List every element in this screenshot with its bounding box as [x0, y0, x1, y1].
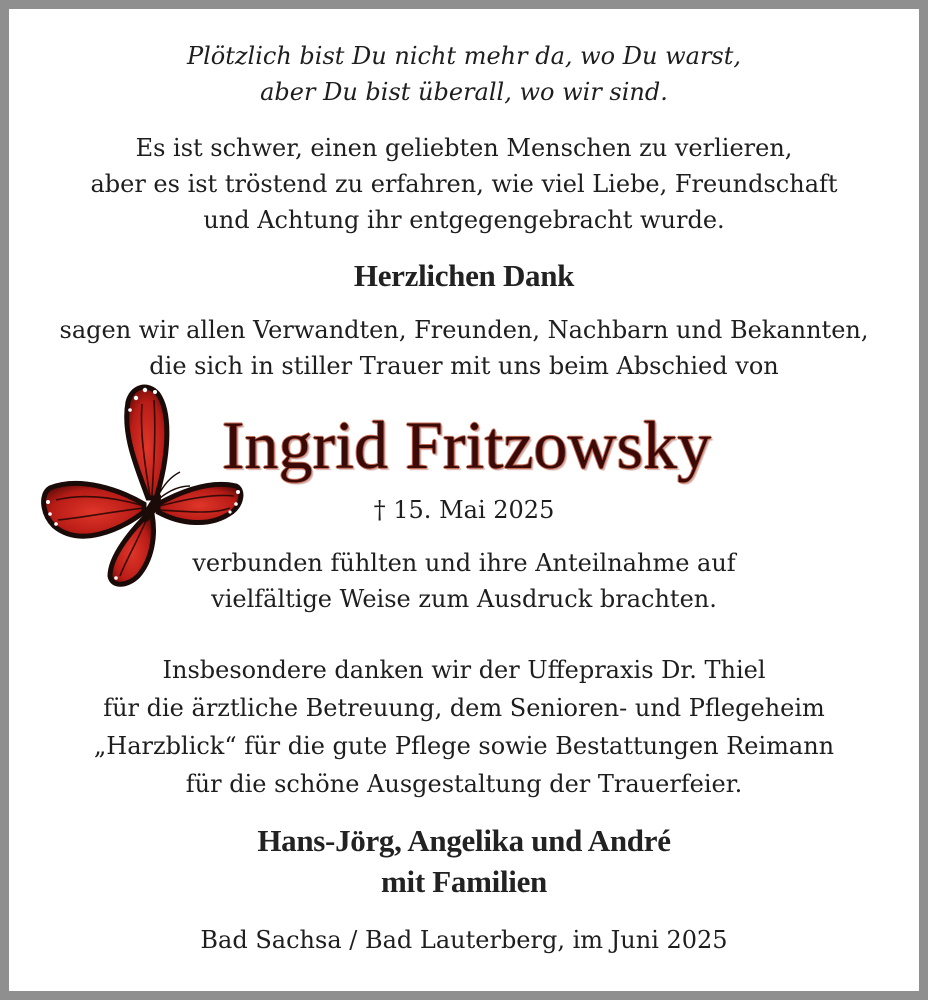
special-thanks-line-1: Insbesondere danken wir der Uffepraxis Dr. Thiel [162, 656, 766, 684]
thanks-heading: Herzlichen Dank [353, 258, 575, 293]
special-thanks-line-2: für die ärztliche Betreuung, dem Senioren- und Pflegeheim [103, 694, 825, 722]
quote-line-1: Plötzlich bist Du nicht mehr da, wo Du warst, [186, 42, 741, 70]
sympathy-line-2: vielfältige Weise zum Ausdruck brachten. [211, 585, 717, 613]
intro-line-3: und Achtung ihr entgegengebracht wurde. [203, 206, 725, 234]
thanks-line-2: die sich in stiller Trauer mit uns beim Abschied von [149, 352, 779, 380]
special-thanks-line-4: für die schöne Ausgestaltung der Trauerfeier. [185, 770, 743, 798]
sympathy-line-1: verbunden fühlten und ihre Anteilnahme auf [192, 549, 736, 577]
thanks-line-1: sagen wir allen Verwandten, Freunden, Nachbarn und Bekannten, [59, 316, 869, 344]
special-thanks-line-3: „Harzblick“ für die gute Pflege sowie Bestattungen Reimann [93, 732, 835, 760]
signature-line-2: mit Familien [380, 864, 547, 899]
place-date: Bad Sachsa / Bad Lauterberg, im Juni 2025 [200, 926, 728, 954]
signature-line-1: Hans-Jörg, Angelika und André [257, 823, 671, 858]
deceased-name: Ingrid Fritzowsky [221, 407, 712, 483]
intro-line-1: Es ist schwer, einen geliebten Menschen zu verlieren, [135, 134, 793, 162]
quote-line-2: aber Du bist überall, wo wir sind. [260, 78, 668, 106]
intro-line-2: aber es ist tröstend zu erfahren, wie viel Liebe, Freundschaft [90, 170, 838, 198]
death-date: † 15. Mai 2025 [373, 496, 555, 524]
